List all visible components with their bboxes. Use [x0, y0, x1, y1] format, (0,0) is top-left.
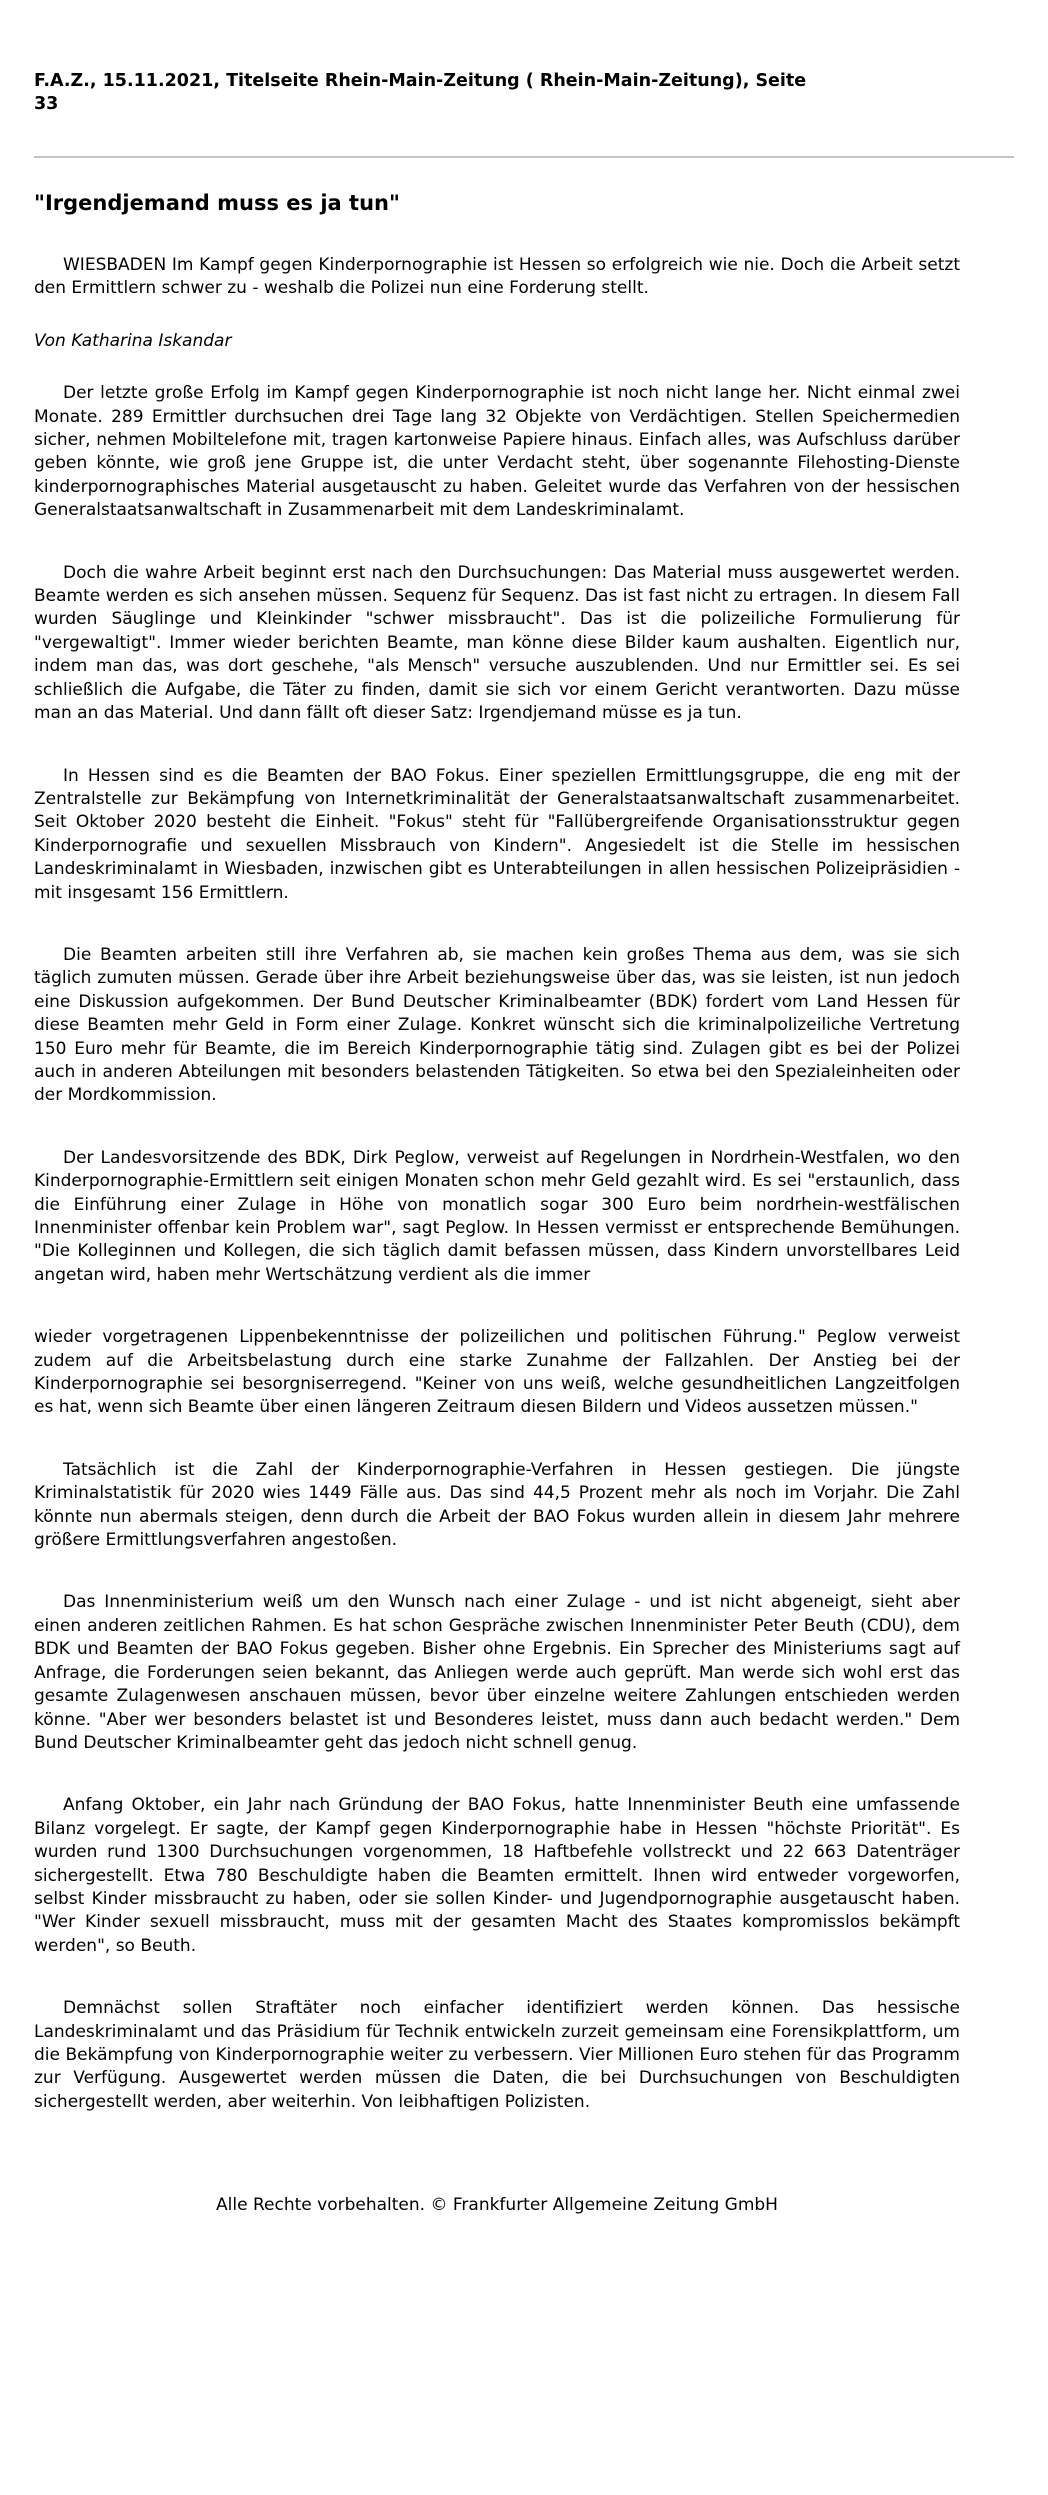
copyright-notice: Alle Rechte vorbehalten. © Frankfurter Allgemeine Zeitung GmbH — [216, 2195, 778, 2216]
article-source-line1: F.A.Z., 15.11.2021, Titelseite Rhein-Main-Zeitung ( Rhein-Main-Zeitung), Seite — [34, 71, 807, 91]
article-paragraph: Doch die wahre Arbeit beginnt erst nach den Durchsuchungen: Das Material muss ausgewertet werden. Beamte werden es sich ansehen müssen. Sequenz für Sequenz. Das ist fast nicht zu ertragen. In diesem Fall wurden Säuglinge und Kleinkinder "schwer missbraucht". Das ist die polizeiliche Formulierung für "vergewaltigt". Immer wieder berichten Beamte, man könne diese Bilder kaum aushalten. Eigentlich nur, indem man das, was dort geschehe, "als Mensch" versuche auszublenden. Und nur Ermittler sei. Es sei schließlich die Aufgabe, die Täter zu finden, damit sie sich vor einem Gericht verantworten. Dazu müsse man an das Material. Und dann fällt oft dieser Satz: Irgendjemand müsse es ja tun. — [34, 562, 960, 724]
article-source-line2: 33 — [34, 94, 59, 114]
article-paragraph: In Hessen sind es die Beamten der BAO Fokus. Einer speziellen Ermittlungsgruppe, die eng mit der Zentralstelle zur Bekämpfung von Internetkriminalität der Generalstaatsanwaltschaft zusammenarbeitet. Seit Oktober 2020 besteht die Einheit. "Fokus" steht für "Fallübergreifende Organisationsstruktur gegen Kinderpornografie und sexuellen Missbrauch von Kindern". Angesiedelt ist die Stelle im hessischen Landeskriminalamt in Wiesbaden, inzwischen gibt es Unterabteilungen in allen hessischen Polizeipräsidien - mit insgesamt 156 Ermittlern. — [34, 765, 960, 903]
header-divider — [34, 156, 1014, 158]
article-source-header — [34, 70, 934, 116]
article-paragraph: Demnächst sollen Straftäter noch einfacher identifiziert werden können. Das hessische Landeskriminalamt und das Präsidium für Technik entwickeln zurzeit gemeinsam eine Forensikplattform, um die Bekämpfung von Kinderpornographie weiter zu verbessern. Vier Millionen Euro stehen für das Programm zur Verfügung. Ausgewertet werden müssen die Daten, die bei Durchsuchungen von Beschuldigten sichergestellt werden, aber weiterhin. Von leibhaftigen Polizisten. — [34, 1998, 960, 2112]
article-paragraph: Das Innenministerium weiß um den Wunsch nach einer Zulage - und ist nicht abgeneigt, sieht aber einen anderen zeitlichen Rahmen. Es hat schon Gespräche zwischen Innenminister Peter Beuth (CDU), dem BDK und Beamten der BAO Fokus gegeben. Bisher ohne Ergebnis. Ein Sprecher des Ministeriums sagt auf Anfrage, die Forderungen seien bekannt, das Anliegen werde auch geprüft. Man werde sich wohl erst das gesamte Zulagenwesen anschauen müssen, bevor über einzelne weitere Zahlungen entschieden werden könne. "Aber wer besonders belastet ist und Besonderes leistet, muss dann auch bedacht werden." Dem Bund Deutscher Kriminalbeamter geht das jedoch nicht schnell genug. — [34, 1592, 960, 1753]
article-paragraph: Die Beamten arbeiten still ihre Verfahren ab, sie machen kein großes Thema aus dem, was sie sich täglich zumuten müssen. Gerade über ihre Arbeit beziehungsweise über das, was sie leisten, ist nun jedoch eine Diskussion aufgekommen. Der Bund Deutscher Kriminalbeamter (BDK) fordert vom Land Hessen für diese Beamten mehr Geld in Form einer Zulage. Konkret wünscht sich die kriminalpolizeiliche Vertretung 150 Euro mehr für Beamte, die im Bereich Kinderpornographie tätig sind. Zulagen gibt es bei der Polizei auch in anderen Abteilungen mit besonders belastenden Tätigkeiten. So etwa bei den Spezialeinheiten oder der Mordkommission. — [34, 944, 960, 1106]
article-title: "Irgendjemand muss es ja tun" — [34, 191, 400, 215]
article-paragraph: wieder vorgetragenen Lippenbekenntnisse der polizeilichen und politischen Führung." Peglow verweist zudem auf die Arbeitsbelastung durch eine starke Zunahme der Fallzahlen. Der Anstieg bei der Kinderpornographie sei besorgniserregend. "Keiner von uns weiß, welche gesundheitlichen Langzeitfolgen es hat, wenn sich Beamte über einen längeren Zeitraum diesen Bildern und Videos aussetzen müssen." — [34, 1327, 960, 1418]
article-lead: WIESBADEN Im Kampf gegen Kinderpornographie ist Hessen so erfolgreich wie nie. Doch die Arbeit setzt den Ermittlern schwer zu - weshalb die Polizei nun eine Forderung stellt. — [34, 255, 960, 299]
article-paragraph: Der Landesvorsitzende des BDK, Dirk Peglow, verweist auf Regelungen in Nordrhein-Westfalen, wo den Kinderpornographie-Ermittlern seit einigen Monaten schon mehr Geld gezahlt wird. Es sei "erstaunlich, dass die Einführung einer Zulage in Höhe von monatlich sogar 300 Euro beim nordrhein-westfälischen Innenminister offenbar kein Problem war", sagt Peglow. In Hessen vermisst er entsprechende Bemühungen. "Die Kolleginnen und Kollegen, die sich täglich damit befassen müssen, dass Kindern unvorstellbares Leid angetan wird, haben mehr Wertschätzung verdient als die immer — [34, 1147, 960, 1285]
article-paragraph: Tatsächlich ist die Zahl der Kinderpornographie-Verfahren in Hessen gestiegen. Die jüngste Kriminalstatistik für 2020 wies 1449 Fälle aus. Das sind 44,5 Prozent mehr als noch im Vorjahr. Die Zahl könnte nun abermals steigen, denn durch die Arbeit der BAO Fokus wurden allein in diesem Jahr mehrere größere Ermittlungsverfahren angestoßen. — [34, 1459, 960, 1551]
article-body — [34, 382, 960, 2114]
article-paragraph: Anfang Oktober, ein Jahr nach Gründung der BAO Fokus, hatte Innenminister Beuth eine umfassende Bilanz vorgelegt. Er sagte, der Kampf gegen Kinderpornographie habe in Hessen "höchste Priorität". Es wurden rund 1300 Durchsuchungen vorgenommen, 18 Haftbefehle vollstreckt und 22 663 Datenträger sichergestellt. Etwa 780 Beschuldigte haben die Beamten ermittelt. Ihnen wird entweder vorgeworfen, selbst Kinder missbraucht zu haben, oder sie sollen Kinder- und Jugendpornographie ausgetauscht haben. "Wer Kinder sexuell missbraucht, muss mit der gesamten Macht des Staates kompromisslos bekämpft werden", so Beuth. — [34, 1795, 960, 1956]
article-text — [34, 254, 960, 2114]
article-byline: Von Katharina Iskandar — [34, 330, 232, 351]
article-paragraph: Der letzte große Erfolg im Kampf gegen Kinderpornographie ist noch nicht lange her. Nicht einmal zwei Monate. 289 Ermittler durchsuchen drei Tage lang 32 Objekte von Verdächtigen. Stellen Speichermedien sicher, nehmen Mobiltelefone mit, tragen kartonweise Papiere hinaus. Einfach alles, was Aufschluss darüber geben könnte, wie groß jene Gruppe ist, die unter Verdacht steht, über sogenannte Filehosting-Dienste kinderpornographisches Material ausgetauscht zu haben. Geleitet wurde das Verfahren von der hessischen Generalstaatsanwaltschaft in Zusammenarbeit mit dem Landeskriminalamt. — [34, 383, 960, 521]
